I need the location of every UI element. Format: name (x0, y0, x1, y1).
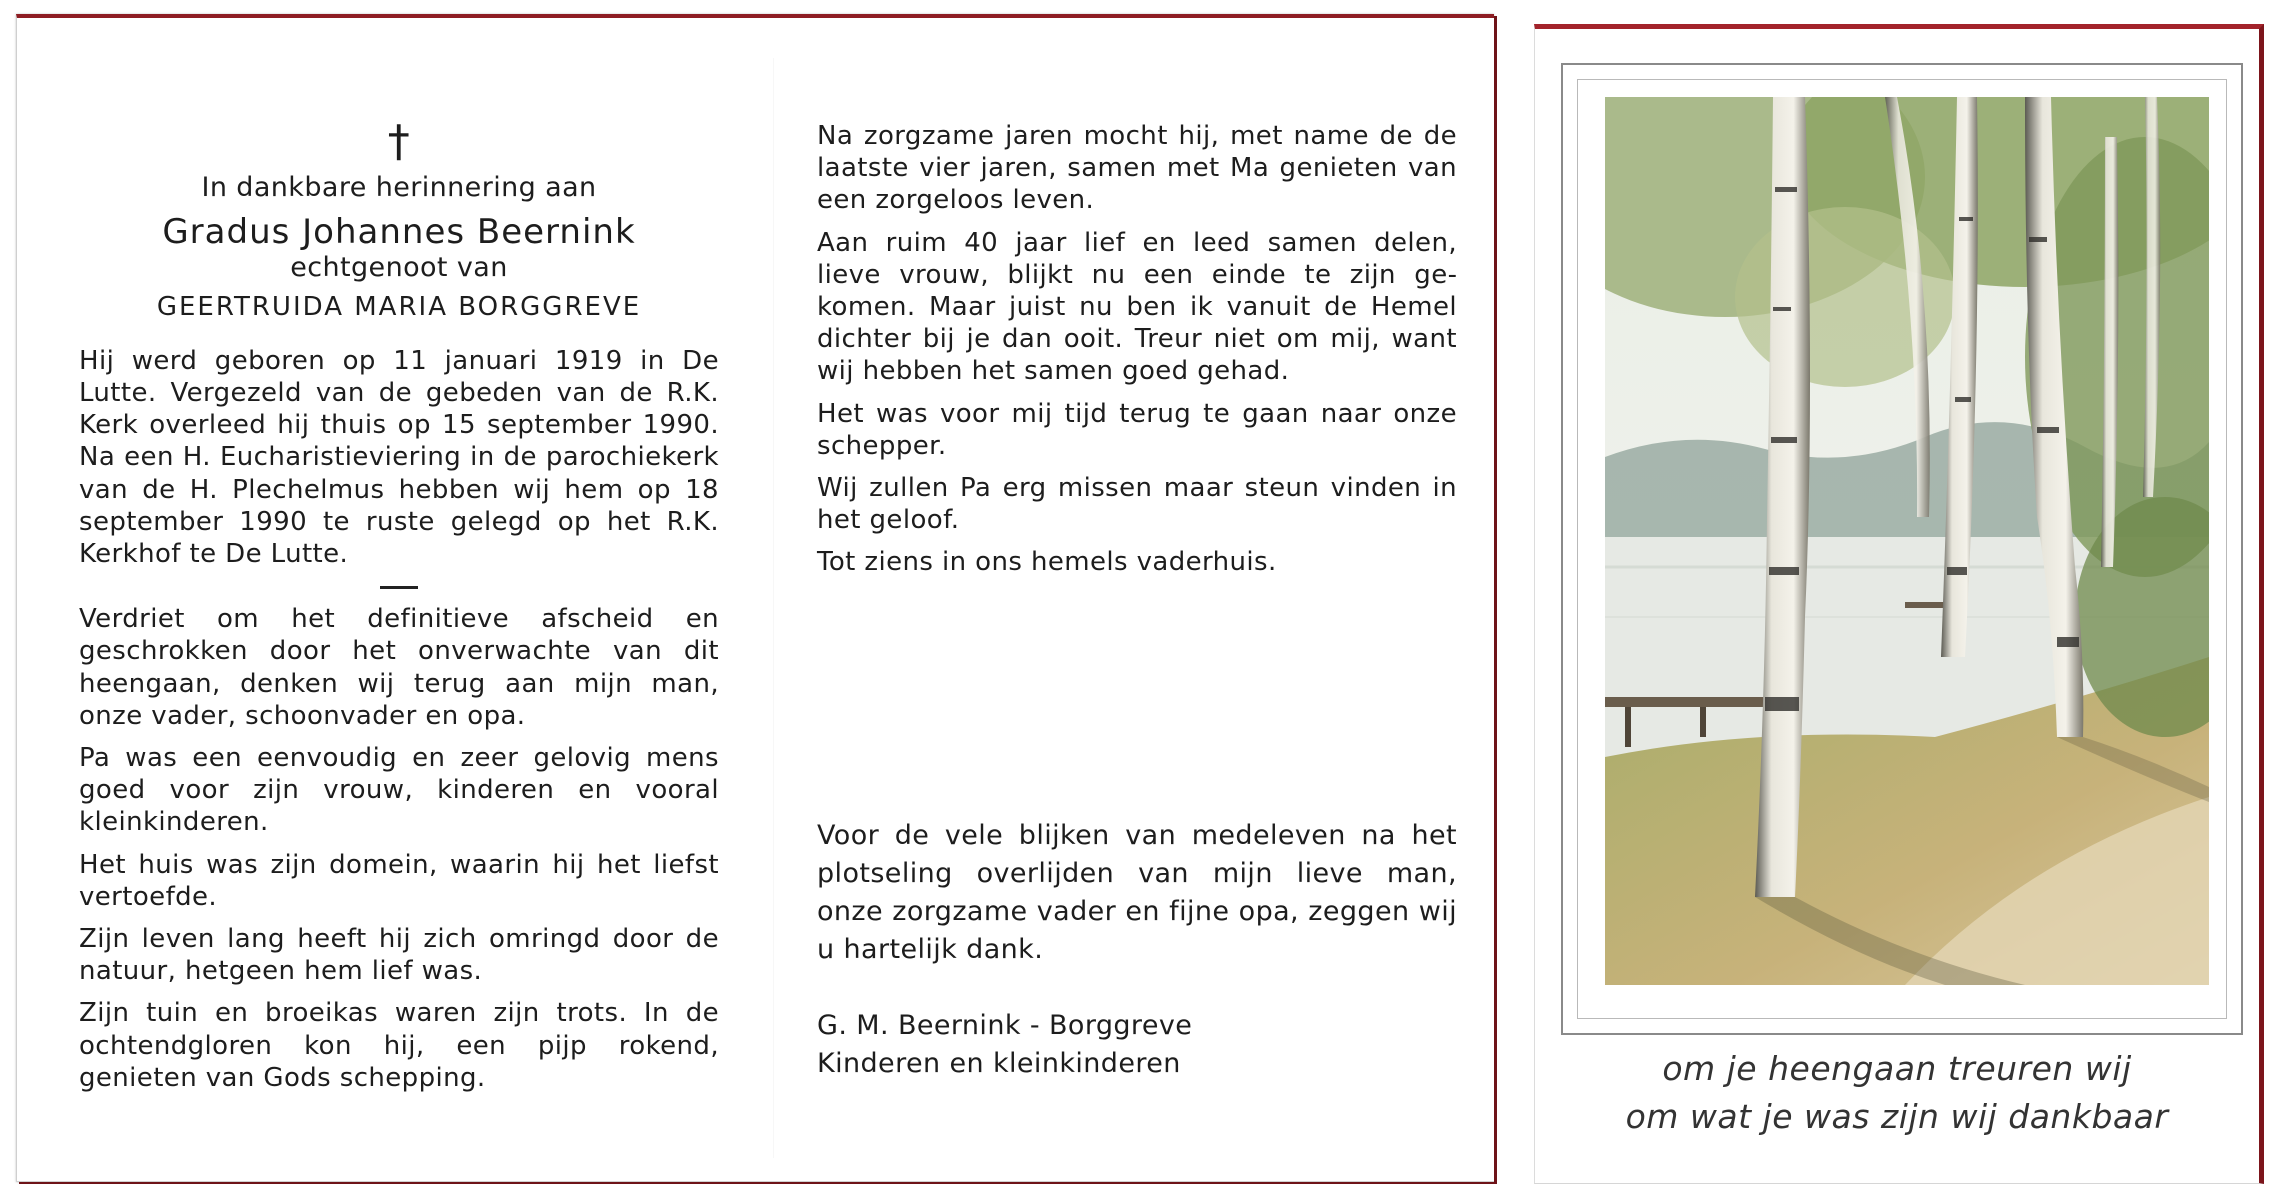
biography-paragraph: Hij werd geboren op 11 januari 1919 in De Lutte. Vergezeld van de gebeden van de R.K. Kerk overleed hij thuis op 15 september 1990. Na een H. Eucharistieviering in de parochiekerk van de H. Plechelmus hebben wij hem op 18 september 1990 te ruste gelegd op het R.K. Kerkhof te De Lutte. (79, 345, 719, 570)
deceased-name: Gradus Johannes Beernink (162, 212, 636, 253)
signature (817, 1007, 1457, 1083)
signature-line-2: Kinderen en kleinkinderen (817, 1047, 1181, 1079)
verse-line-1: om je heengaan treuren wij (1662, 1049, 2132, 1088)
fold-line (773, 58, 774, 1158)
signature-line-1: G. M. Beernink - Borggreve (817, 1009, 1193, 1041)
paragraph-farewell: Tot ziens in ons hemels vaderhuis. (817, 547, 1277, 578)
left-column (79, 18, 719, 1094)
landscape-illustration (1605, 97, 2209, 985)
spouse-name: GEERTRUIDA MARIA BORGGREVE (156, 291, 642, 322)
paragraph-nature: Zijn leven lang heeft hij zich omringd door de natuur, hetgeen hem lief was. (79, 924, 719, 987)
paragraph-grief: Verdriet om het definitieve afscheid en geschrokken door het onverwachte van dit heengaan, denken wij terug aan mijn man, onze vader, schoonvader en opa. (79, 604, 719, 731)
paragraph-character: Pa was een eenvoudig en zeer gelovig mens goed voor zijn vrouw, kinderen en vooral kleinkinderen. (79, 743, 719, 838)
paragraph-creator: Het was voor mij tijd terug te gaan naar onze schepper. (817, 398, 1457, 461)
verse-line-2: om wat je was zijn wij dankbaar (1625, 1097, 2169, 1136)
thanks-paragraph: Voor de vele blijken van medeleven na het plotseling overlijden van mijn lieve man, onze zorgzame vader en fijne opa, zeggen wij u hartelijk dank. (817, 819, 1457, 965)
paragraph-later-years: Na zorgzame jaren mocht hij, met name de de laatste vier jaren, samen met Ma genieten van een zorgeloos leven. (817, 121, 1457, 216)
paragraph-faith: Wij zullen Pa erg missen maar steun vinden in het geloof. (817, 473, 1457, 536)
intro-text: In dankbare herinnering aan (201, 172, 597, 203)
memorial-card-inside (16, 14, 1494, 1182)
paragraph-home: Het huis was zijn domein, waarin hij het liefst vertoefde. (79, 849, 719, 912)
paragraph-garden: Zijn tuin en broeikas waren zijn trots. In de ochtendgloren kon hij, een pijp rokend, genieten van Gods schepping. (79, 998, 719, 1093)
birch-lake-photo (1605, 97, 2209, 985)
memorial-card-cover (1534, 24, 2264, 1184)
divider (380, 586, 418, 589)
paragraph-message: Aan ruim 40 jaar lief en leed samen delen, lieve vrouw, blijkt nu een einde te zijn gekomen. Maar juist nu ben ik vanuit de Hemel dichter bij je dan ooit. Treur niet om mij, want wij hebben het samen goed gehad. (817, 227, 1457, 387)
cross-symbol: † (387, 116, 411, 167)
relation-text: echtgenoot van (290, 252, 508, 284)
right-column (817, 18, 1457, 1083)
